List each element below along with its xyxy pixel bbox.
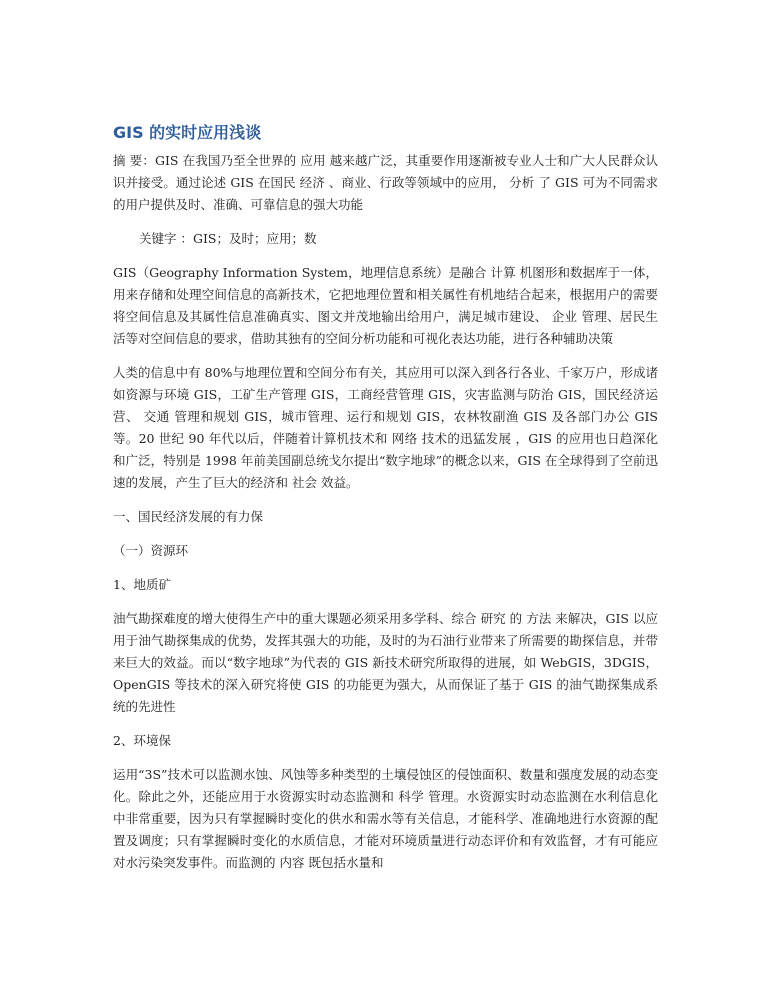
document-title: GIS 的实时应用浅谈: [113, 123, 262, 142]
section-heading-1: 一、国民经济发展的有力保: [113, 509, 264, 524]
abstract-paragraph: 摘 要：GIS 在我国乃至全世界的 应用 越来越广泛，其重要作用逐渐被专业人士和广大人民群众认识并接受。通过论述 GIS 在国民 经济 、商业、行政等领域中的应用， 分析 了 GIS 可为不同需求的用户提供及时、准确、可靠信息的强大功能: [113, 153, 658, 212]
body-paragraph-gis-applications: 人类的信息中有 80%与地理位置和空间分布有关，其应用可以深入到各行各业、千家万户，形成诸如资源与环境 GIS，工矿生产管理 GIS，工商经营管理 GIS，灾害监测与防治 GIS，国民经济运营、 交通 管理和规划 GIS，城市管理、运行和规划 GIS，农林牧副渔 GIS 及各部门办公 GIS 等。20 世纪 90 年代以后，伴随着计算机技术和 网络 技术的迅猛发展 ，GIS 的应用也日趋深化和广泛，特别是 1998 年前美国副总统戈尔提出“数字地球”的概念以来，GIS 在全球得到了空前迅速的发展，产生了巨大的经济和 社会 效益。: [113, 365, 658, 490]
body-paragraph-environment-monitoring: 运用“3S”技术可以监测水蚀、风蚀等多种类型的土壤侵蚀区的侵蚀面积、数量和强度发展的动态变化。除此之外，还能应用于水资源实时动态监测和 科学 管理。水资源实时动态监测在水利信息化中非常重要，因为只有掌握瞬时变化的供水和需水等有关信息，才能科学、准确地进行水资源的配置及调度；只有掌握瞬时变化的水质信息，才能对环境质量进行动态评价和有效监督，才有可能应对水污染突发事件。而监测的 内容 既包括水量和: [113, 767, 658, 870]
body-paragraph-gis-definition: GIS（Geography Information System，地理信息系统）是融合 计算 机图形和数据库于一体，用来存储和处理空间信息的高新技术，它把地理位置和相关属性有机地结合起来，根据用户的需要将空间信息及其属性信息准确真实、图文并茂地输出给用户，满足城市建设、 企业 管理、居民生活等对空间信息的要求，借助其独有的空间分析功能和可视化表达功能，进行各种辅助决策: [113, 265, 658, 346]
subsection-heading-environment: 2、环境保: [113, 733, 171, 748]
keywords-line: 关键字 ：GIS；及时；应用；数: [139, 231, 317, 246]
document-content: [113, 122, 658, 886]
subsection-heading-geology: 1、地质矿: [113, 577, 171, 592]
subsection-heading-resources: （一）资源环: [113, 543, 189, 558]
body-paragraph-oil-exploration: 油气勘探难度的增大使得生产中的重大课题必须采用多学科、综合 研究 的 方法 来解决，GIS 以应用于油气勘探集成的优势，发挥其强大的功能，及时的为石油行业带来了所需要的勘探信息，并带来巨大的效益。而以“数字地球”为代表的 GIS 新技术研究所取得的进展，如 WebGIS，3DGIS，OpenGIS 等技术的深入研究将使 GIS 的功能更为强大，从而保证了基于 GIS 的油气勘探集成系统的先进性: [113, 611, 658, 714]
